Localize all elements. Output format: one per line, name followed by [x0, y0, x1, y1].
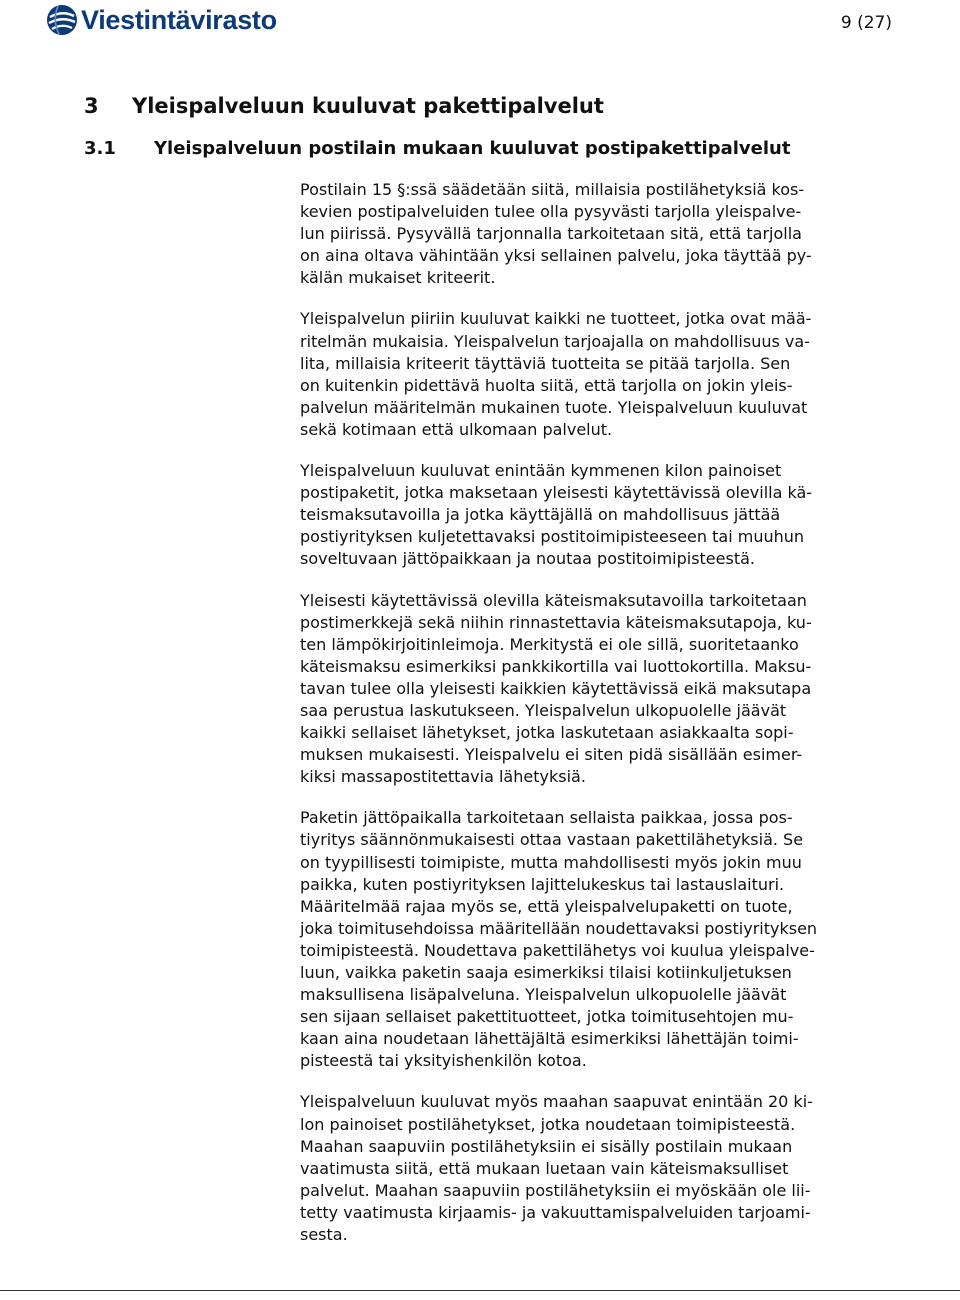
text-line: tavan tulee olla yleisesti kaikkien käytettävissä eikä maksutapa — [300, 678, 812, 698]
text-line: maksullisena lisäpalveluna. Yleispalvelun ulkopuolelle jäävät — [300, 985, 787, 1005]
paragraph — [300, 1091, 900, 1246]
text-line: luun, vaikka paketin saaja esimerkiksi tilaisi kotiinkuljetuksen — [300, 963, 792, 982]
text-line: Maahan saapuviin postilähetyksiin ei sisälly postilain mukaan — [300, 1136, 793, 1156]
text-line: kaan aina noudetaan lähettäjältä esimerkiksi lähettäjän toimi- — [300, 1029, 799, 1049]
paragraph — [300, 460, 900, 570]
text-line: kevien postipalveluiden tulee olla pysyvästi tarjolla yleispalve- — [300, 202, 802, 222]
chapter-heading — [84, 94, 604, 118]
text-line: paikka, kuten postiyrityksen lajittelukeskus tai lastauslaituri. — [300, 874, 785, 894]
section-heading — [84, 138, 790, 159]
text-line: sen sijaan sellaiset pakettituotteet, jotka toimitusehtojen mu- — [300, 1007, 794, 1027]
text-line: Paketin jättöpaikalla tarkoitetaan sellaista paikkaa, jossa pos- — [300, 808, 793, 828]
section-number: 3.1 — [84, 138, 116, 159]
text-line: kaikki sellaiset lähetykset, jotka laskutetaan asiakkaalta sopi- — [300, 723, 794, 743]
text-line: toimipisteestä. Noudettava pakettilähetys voi kuulua yleispalve- — [300, 940, 815, 960]
text-line: on tyypillisesti toimipiste, mutta mahdollisesti myös jokin muu — [300, 852, 802, 872]
text-line: Määritelmää rajaa myös se, että yleispalvelupaketti on tuote, — [300, 896, 793, 916]
text-line: ten lämpökirjoitinleimoja. Merkitystä ei ole sillä, suoritetaanko — [300, 634, 799, 654]
text-line: muksen mukaisesti. Yleispalvelu ei siten pidä sisällään esimer- — [300, 745, 803, 765]
text-line: palvelut. Maahan saapuviin postilähetyksiin ei myöskään ole lii- — [300, 1180, 811, 1200]
text-line: ritelmän mukaisia. Yleispalvelun tarjoajalla on mahdollisuus va- — [300, 331, 810, 351]
paragraph — [300, 179, 900, 289]
text-line: on kuitenkin pidettävä huolta siitä, että tarjolla on jokin yleis- — [300, 375, 793, 395]
text-line: saa perustua laskutukseen. Yleispalvelun ulkopuolelle jäävät — [300, 700, 787, 720]
page-number: 9 (27) — [840, 13, 892, 33]
agency-logo — [46, 4, 277, 36]
text-line: on aina oltava vähintään yksi sellainen palvelu, joka täyttää py- — [300, 246, 812, 266]
text-line: lun piirissä. Pysyvällä tarjonnalla tarkoitetaan sitä, että tarjolla — [300, 224, 802, 244]
text-line: vaatimusta siitä, että mukaan luetaan vain käteismaksulliset — [300, 1158, 789, 1178]
text-line: postiyrityksen kuljetettavaksi postitoimipisteeseen tai muuhun — [300, 527, 805, 547]
paragraph — [300, 807, 900, 1072]
text-line: kiksi massapostitettavia lähetyksiä. — [300, 767, 586, 787]
text-line: Yleispalveluun kuuluvat myös maahan saapuvat enintään 20 ki- — [300, 1092, 813, 1112]
section-title: Yleispalveluun postilain mukaan kuuluvat postipakettipalvelut — [154, 138, 791, 159]
text-line: soveltuvaan jättöpaikkaan ja noutaa postitoimipisteestä. — [300, 549, 755, 569]
text-line: Yleisesti käytettävissä olevilla käteismaksutavoilla tarkoitetaan — [300, 590, 807, 610]
text-line: Postilain 15 §:ssä säädetään siitä, millaisia postilähetyksiä kos- — [300, 180, 805, 199]
text-line: lon painoiset postilähetykset, jotka noudetaan toimipisteestä. — [300, 1114, 796, 1134]
text-line: sekä kotimaan että ulkomaan palvelut. — [300, 419, 613, 439]
text-line: käteismaksu esimerkiksi pankkikortilla vai luottokortilla. Maksu- — [300, 656, 812, 676]
paragraph — [300, 308, 900, 441]
text-line: teismaksutavoilla ja jotka käyttäjällä on mahdollisuus jättää — [300, 505, 781, 525]
text-line: Yleispalveluun kuuluvat enintään kymmenen kilon painoiset — [300, 461, 782, 481]
text-line: tetty vaatimusta kirjaamis- ja vakuuttamispalveluiden tarjoami- — [300, 1202, 811, 1222]
globe-logo-icon — [46, 4, 78, 36]
body-text — [300, 179, 900, 1265]
text-line: palvelun määritelmän mukainen tuote. Yleispalveluun kuuluvat — [300, 397, 808, 417]
text-line: pisteestä tai yksityishenkilön kotoa. — [300, 1051, 587, 1071]
logo-wordmark: Viestintävirasto — [81, 4, 277, 35]
page-bottom-rule — [0, 1290, 960, 1291]
text-line: postipaketit, jotka maksetaan yleisesti käytettävissä olevilla kä- — [300, 483, 813, 503]
text-line: joka toimitusehdoissa määritellään noudettavaksi postiyrityksen — [300, 918, 818, 938]
text-line: Yleispalvelun piiriin kuuluvat kaikki ne tuotteet, jotka ovat mää- — [300, 309, 812, 329]
paragraph — [300, 590, 900, 789]
chapter-number: 3 — [84, 94, 99, 118]
chapter-title: Yleispalveluun kuuluvat pakettipalvelut — [132, 94, 604, 118]
text-line: tiyritys säännönmukaisesti ottaa vastaan pakettilähetyksiä. Se — [300, 830, 804, 850]
text-line: kälän mukaiset kriteerit. — [300, 268, 496, 288]
text-line: lita, millaisia kriteerit täyttäviä tuotteita se pitää tarjolla. Sen — [300, 353, 791, 373]
text-line: sesta. — [300, 1225, 348, 1245]
text-line: postimerkkejä sekä niihin rinnastettavia käteismaksutapoja, ku- — [300, 612, 812, 632]
